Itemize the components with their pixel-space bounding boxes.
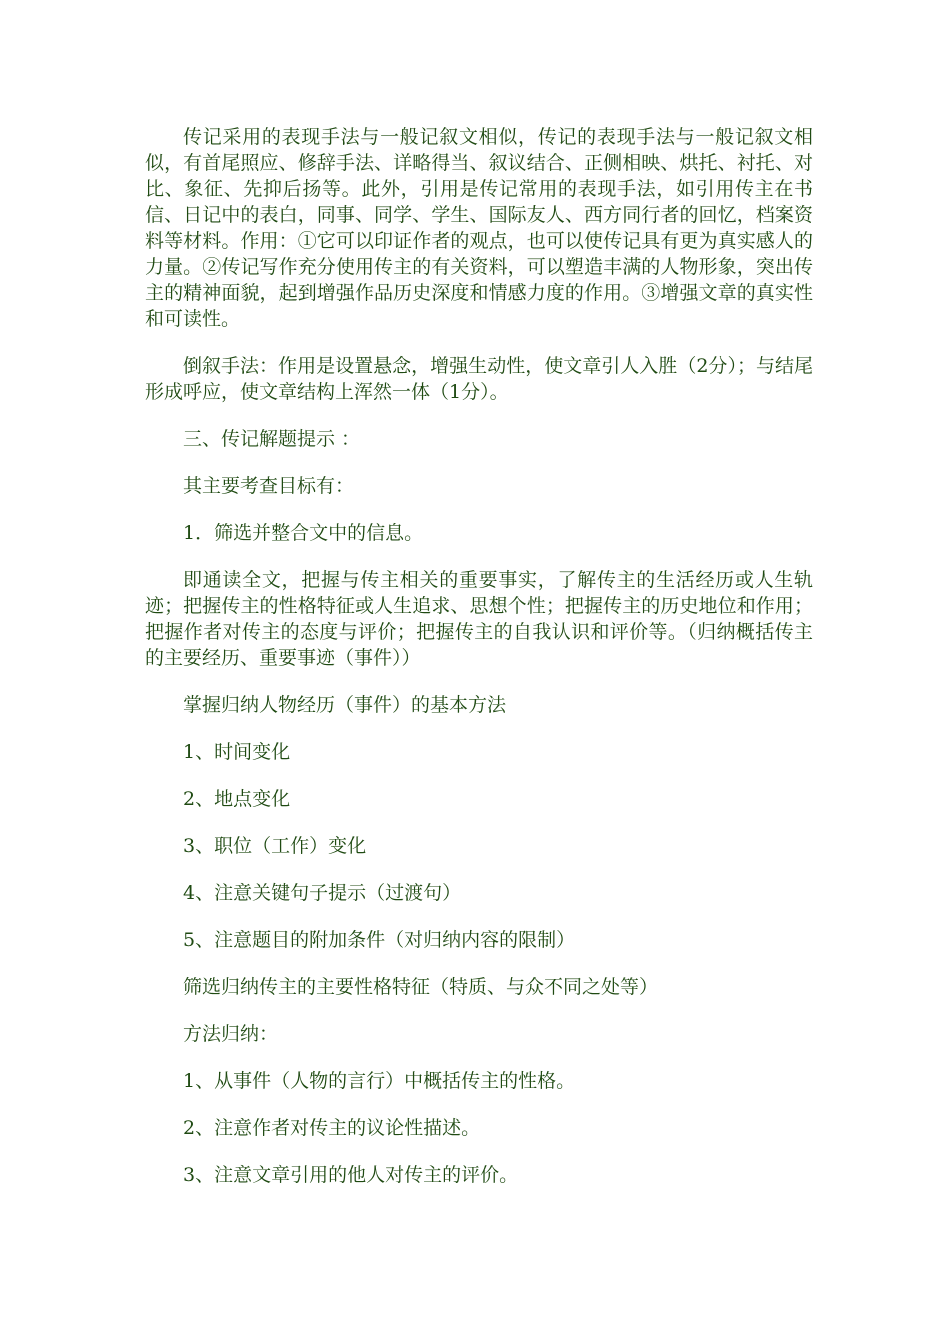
list-item: 2、地点变化 — [183, 788, 291, 810]
list-item: 5、注意题目的附加条件（对归纳内容的限制） — [183, 929, 576, 951]
list-item: 2、注意作者对传主的议论性描述。 — [183, 1117, 481, 1139]
paragraph-flashback: 倒叙手法：作用是设置悬念，增强生动性，使文章引人入胜（2分）；与结尾形成呼应，使文章结构上浑然一体（1分）。 — [145, 355, 813, 403]
document-page — [145, 124, 813, 1188]
list-item: 1、时间变化 — [183, 741, 291, 763]
list-item: 1、从事件（人物的言行）中概括传主的性格。 — [183, 1070, 576, 1092]
list-item: 3、职位（工作）变化 — [183, 835, 367, 857]
list-item: 1．筛选并整合文中的信息。 — [183, 522, 424, 544]
list-item: 3、注意文章引用的他人对传主的评价。 — [183, 1164, 519, 1186]
paragraph-method-heading: 掌握归纳人物经历（事件）的基本方法 — [183, 694, 507, 716]
section-heading: 三、传记解题提示 ： — [183, 428, 361, 450]
paragraph-traits-heading: 筛选归纳传主的主要性格特征（特质、与众不同之处等） — [183, 976, 659, 998]
paragraph-expression-techniques: 传记采用的表现手法与一般记叙文相似，传记的表现手法与一般记叙文相似，有首尾照应、修辞手法、详略得当、叙议结合、正侧相映、烘托、衬托、对比、象征、先抑后扬等。此外，引用是传记常用的表现手法，如引用传主在书信、日记中的表白，同事、同学、学生、国际友人、西方同行者的回忆，档案资料等材料。作用：①它可以印证作者的观点，也可以使传记具有更为真实感人的力量。②传记写作充分使用传主的有关资料，可以塑造丰满的人物形象，突出传主的精神面貌，起到增强作品历史深度和情感力度的作用。③增强文章的真实性和可读性。 — [145, 126, 813, 330]
paragraph-reading-guide: 即通读全文，把握与传主相关的重要事实，了解传主的生活经历或人生轨迹；把握传主的性格特征或人生追求、思想个性；把握传主的历史地位和作用；把握作者对传主的态度与评价；把握传主的自我认识和评价等。（归纳概括传主的主要经历、重要事迹（事件）） — [145, 569, 813, 669]
list-item: 4、注意关键句子提示（过渡句） — [183, 882, 462, 904]
paragraph-methods-summary: 方法归纳： — [183, 1023, 279, 1045]
paragraph-goals-intro: 其主要考查目标有： — [183, 475, 355, 497]
